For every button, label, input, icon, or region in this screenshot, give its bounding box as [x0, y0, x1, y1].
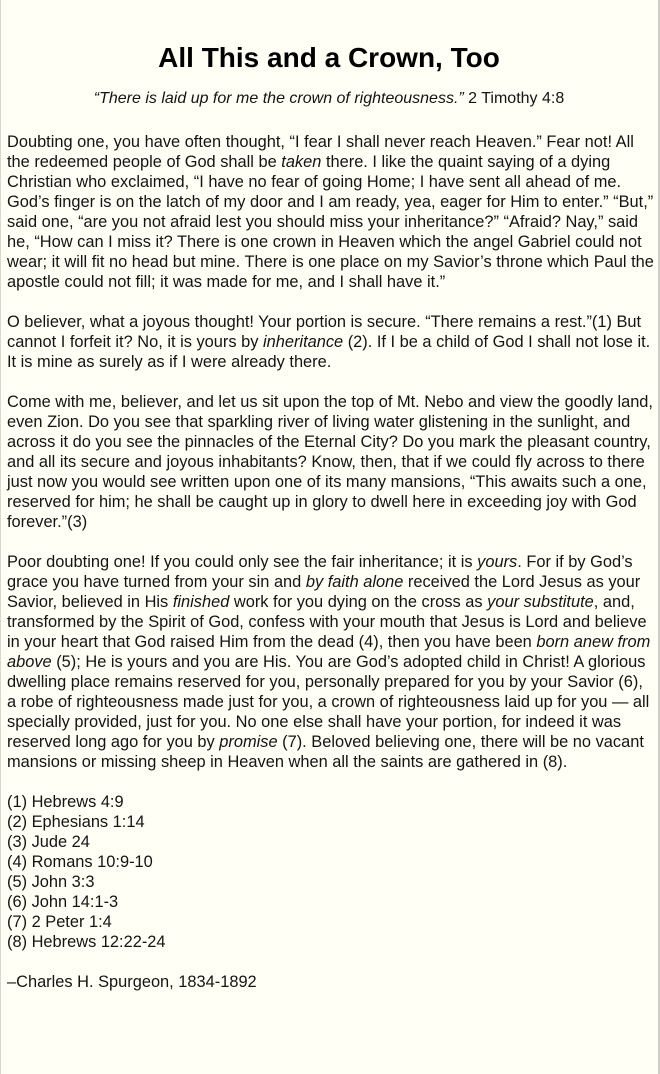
- epigraph-reference: 2 Timothy 4:8: [468, 90, 565, 107]
- paragraph-text: (5); He is yours and you are His. You are God’s adopted child in Christ! A glorious dwelling place remains reserved for you, personally prepared for you by your Savior (6), a robe of righteousness made just for you, a crown of righteousness laid up for you — all specially provided, just for you. No one else shall have your portion, for indeed it was reserved long ago for you by: [7, 653, 650, 751]
- emphasis-text: promise: [219, 733, 278, 751]
- paragraph-text: (7). Beloved believing one, there will be no vacant mansions or missing sheep in Heaven when all the saints are gathered in (8).: [7, 733, 644, 771]
- paragraph-text: there. I like the quaint saying of a dying Christian who exclaimed, “I have no fear of going Home; I have sent all ahead of me. God’s finger is on the latch of my door and I am ready, yea, eager for Him to enter.” “But,” said one, “are you not afraid lest you should miss your inheritance?” “Afraid? Nay,” said he, “How can I miss it? There is one crown in Heaven which the angel Gabriel could not wear; it will fit no head but mine. There is one place on my Savior’s throne which Paul the apostle could not fill; it was made for me, and I shall have it.”: [7, 153, 654, 291]
- paragraph-text: . For if by God’s grace you have turned from your sin and: [7, 553, 633, 591]
- emphasis-text: inheritance: [262, 333, 344, 351]
- paragraph-text: received the Lord Jesus as your Savior, believed in His: [7, 573, 641, 611]
- article-body: [7, 132, 655, 1012]
- paragraph-text: Come with me, believer, and let us sit upon the top of Mt. Nebo and view the goodly land, even Zion. Do you see that sparkling river of living water glistening in the sunlight, and across it do you see the pinnacles of the Eternal City? Do you mark the pleasant country, and all its secure and joyous inhabitants? Know, then, that if we could fly across to there just now you would see written upon one of its many mansions, “This awaits such a one, reserved for him; he shall be caught up in glory to dwell here in exceeding joy with God forever.”(3): [7, 393, 653, 531]
- epigraph-quote: “There is laid up for me the crown of righteousness.”: [93, 90, 464, 107]
- reference-item: (1) Hebrews 4:9: [7, 793, 124, 811]
- paragraph-text: Poor doubting one! If you could only see the fair inheritance; it is: [7, 553, 478, 571]
- page-title: All This and a Crown, Too: [158, 42, 500, 73]
- reference-item: (7) 2 Peter 1:4: [7, 913, 112, 931]
- reference-list: [7, 792, 655, 952]
- emphasis-text: taken: [281, 153, 322, 171]
- paragraph-3: [7, 392, 655, 532]
- reference-item: (5) John 3:3: [7, 873, 95, 891]
- attribution: –Charles H. Spurgeon, 1834-1892: [7, 973, 257, 991]
- reference-item: (8) Hebrews 12:22-24: [7, 933, 166, 951]
- emphasis-text: your substitute: [487, 593, 594, 611]
- emphasis-text: finished: [172, 593, 230, 611]
- paragraph-1: [7, 132, 655, 292]
- paragraph-4: [7, 552, 655, 772]
- reference-item: (3) Jude 24: [7, 833, 90, 851]
- epigraph: [7, 89, 651, 109]
- emphasis-text: yours: [477, 553, 518, 571]
- reference-item: (4) Romans 10:9-10: [7, 853, 153, 871]
- paragraph-text: work for you dying on the cross as: [229, 593, 488, 611]
- paragraph-text: , and, transformed by the Spirit of God, confess with your mouth that Jesus is Lord and believe in your heart that God raised Him from the dead (4), then you have been: [7, 593, 647, 651]
- reference-item: (6) John 14:1-3: [7, 893, 119, 911]
- paragraph-2: [7, 312, 655, 372]
- page-border-left: [0, 0, 1, 1074]
- paragraph-text: Doubting one, you have often thought, “I fear I shall never reach Heaven.” Fear not! All the redeemed people of God shall be: [7, 133, 634, 171]
- paragraph-text: (2). If I be a child of God I shall not lose it. It is mine as surely as if I were already there.: [7, 333, 651, 371]
- paragraph-text: O believer, what a joyous thought! Your portion is secure. “There remains a rest.”(1) But cannot I forfeit it? No, it is yours by: [7, 313, 642, 351]
- reference-item: (2) Ephesians 1:14: [7, 813, 145, 831]
- emphasis-text: born anew from above: [7, 633, 651, 671]
- emphasis-text: by faith alone: [305, 573, 404, 591]
